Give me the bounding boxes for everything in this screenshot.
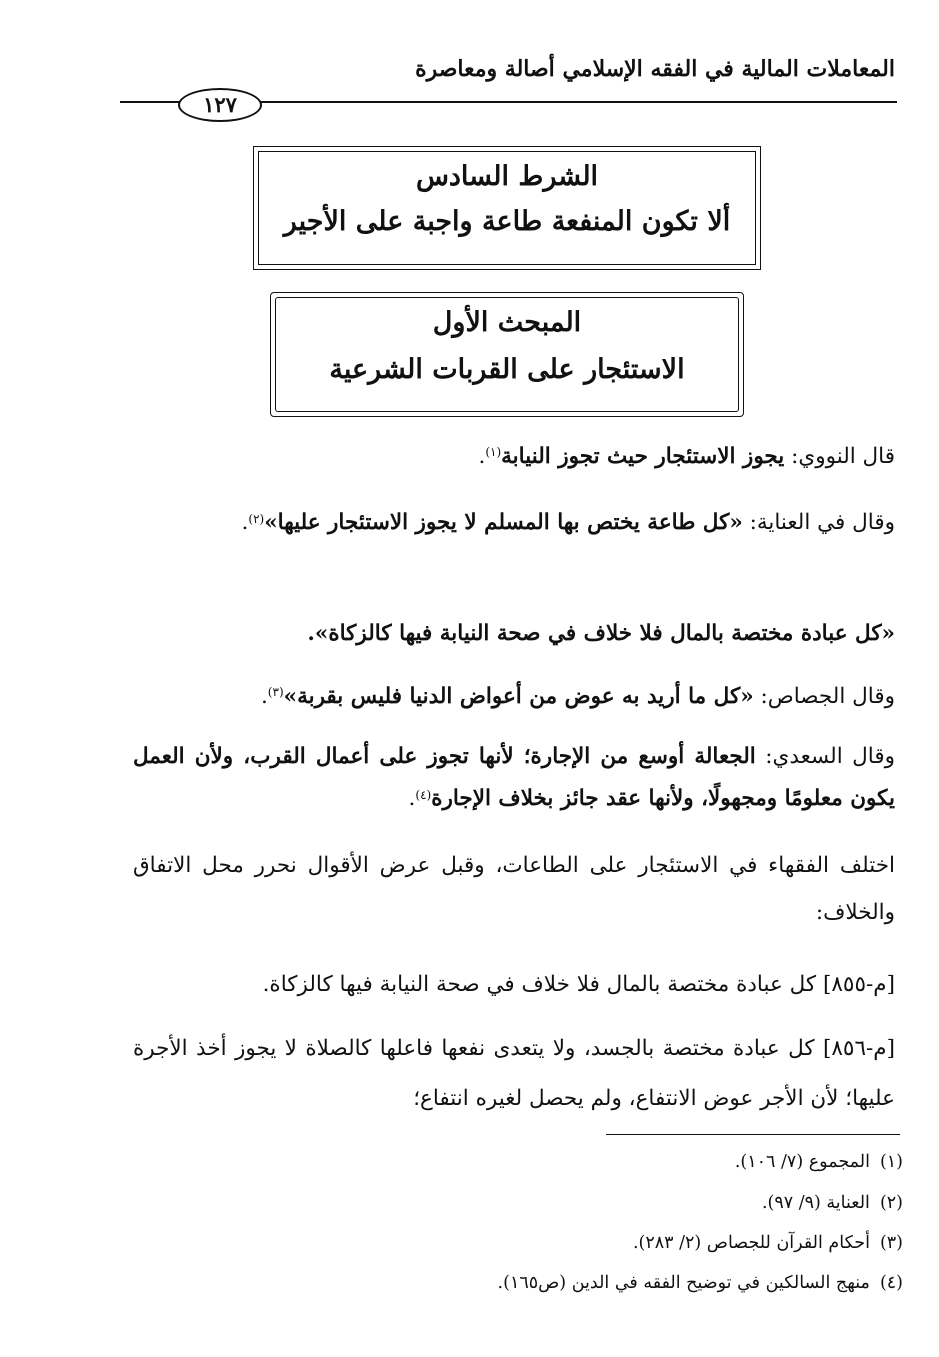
ruling-855: [م-٨٥٥] كل عبادة مختصة بالمال فلا خلاف في صحة النيابة فيها كالزكاة. <box>262 972 895 997</box>
footnote-text: منهج السالكين في توضيح الفقه في الدين (ص١٦٥). <box>497 1273 870 1293</box>
period: . <box>478 444 486 469</box>
footnote-4 <box>343 1273 903 1293</box>
condition-subheading: ألا تكون المنفعة طاعة واجبة على الأجير <box>283 206 731 237</box>
condition-heading: الشرط السادس <box>415 161 599 192</box>
paragraph-saadi <box>133 736 895 820</box>
paragraph-zakat-quote <box>133 611 895 656</box>
quote-text: «كل طاعة يختص بها المسلم لا يجوز الاستئجار عليها» <box>264 510 743 535</box>
paragraph-inayah <box>133 500 895 546</box>
footnote-1 <box>343 1152 903 1172</box>
ruling-856: [م-٨٥٦] كل عبادة مختصة بالجسد، ولا يتعدى نفعها فاعلها كالصلاة لا يجوز أخذ الأجرة عليها؛ لأن الأجر عوض الانتفاع، ولم يحصل لغيره انتفاع؛ <box>133 1036 895 1111</box>
footnote-text: أحكام القرآن للجصاص (٢/ ٢٨٣). <box>632 1233 870 1253</box>
quote-text: يجوز الاستئجار حيث تجوز النيابة <box>501 444 785 469</box>
footnote-ref-2: (٢) <box>248 512 265 526</box>
footnote-separator <box>606 1134 900 1135</box>
speaker-label: وقال في العناية: <box>749 510 895 535</box>
footnote-text: المجموع (٧/ ١٠٦). <box>734 1152 870 1172</box>
period: . <box>260 684 268 709</box>
section-subheading: الاستئجار على القربات الشرعية <box>329 354 685 385</box>
footnote-number: (١) <box>879 1152 903 1172</box>
footnote-3 <box>343 1233 903 1253</box>
page-number: ١٢٧ <box>178 88 262 122</box>
period: . <box>307 621 315 646</box>
footnote-ref-3: (٣) <box>267 685 284 699</box>
quote-text: «كل عبادة مختصة بالمال فلا خلاف في صحة النيابة فيها كالزكاة» <box>314 621 895 646</box>
quote-text: «كل ما أريد به عوض من أعواض الدنيا فليس بقربة» <box>283 684 754 709</box>
quote-text: الجعالة أوسع من الإجارة؛ لأنها تجوز على أعمال القرب، ولأن العمل يكون معلومًا ومجهولًا، ولأنها عقد جائز بخلاف الإجارة <box>133 744 895 811</box>
speaker-label: وقال السعدي: <box>765 744 895 769</box>
footnote-2 <box>343 1193 903 1213</box>
footnote-number: (٣) <box>879 1233 903 1253</box>
speaker-label: قال النووي: <box>791 444 895 469</box>
paragraph-nawawi <box>133 434 895 479</box>
speaker-label: وقال الجصاص: <box>760 684 895 709</box>
period: . <box>241 510 249 535</box>
footnote-text: العناية (٩/ ٩٧). <box>761 1193 870 1213</box>
section-title-box <box>270 292 744 417</box>
footnote-number: (٤) <box>879 1273 903 1293</box>
running-header-title: المعاملات المالية في الفقه الإسلامي أصالة ومعاصرة <box>415 56 895 82</box>
period: . <box>408 786 416 811</box>
footnote-number: (٢) <box>879 1193 903 1213</box>
footnote-ref-1: (١) <box>485 445 502 459</box>
paragraph-jassas <box>133 674 895 719</box>
section-heading: المبحث الأول <box>432 307 582 338</box>
paragraph-disagreement: اختلف الفقهاء في الاستئجار على الطاعات، وقبل عرض الأقوال نحرر محل الاتفاق والخلاف: <box>133 853 895 925</box>
footnote-ref-4: (٤) <box>415 788 432 802</box>
condition-title-box <box>253 146 761 270</box>
